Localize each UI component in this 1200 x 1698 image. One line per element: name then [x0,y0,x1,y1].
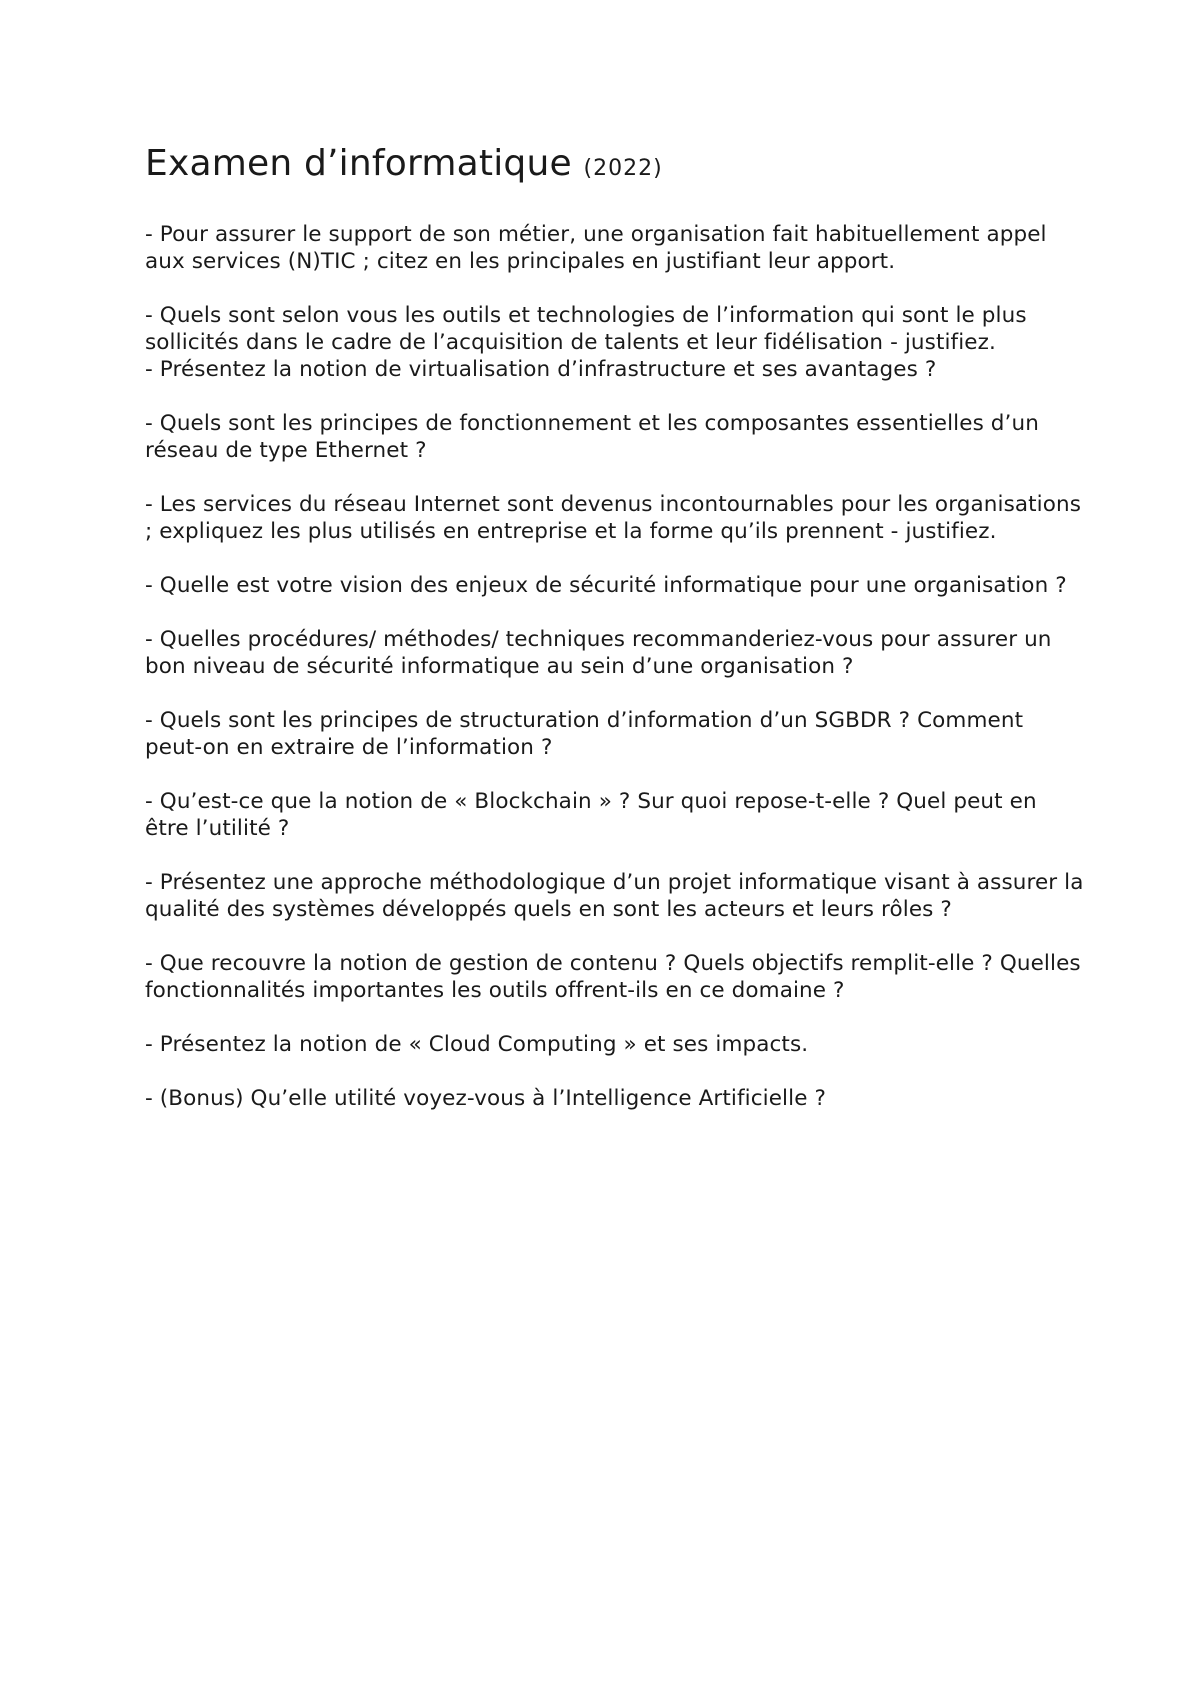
question-item: - Présentez la notion de virtualisation d’infrastructure et ses avantages ? [145,357,937,382]
question-item: - Présentez la notion de « Cloud Computing » et ses impacts. [145,1032,809,1057]
question-item: - (Bonus) Qu’elle utilité voyez-vous à l’Intelligence Artificielle ? [145,1086,826,1111]
question-list [145,221,1085,1112]
question-item: - Quels sont les principes de structuration d’information d’un SGBDR ? Comment peut-on en extraire de l’information ? [145,708,1024,760]
question-item: - Quels sont selon vous les outils et technologies de l’information qui sont le plus sollicités dans le cadre de l’acquisition de talents et leur fidélisation - justifiez. [145,303,1027,355]
question-item: - Quelles procédures/ méthodes/ techniques recommanderiez-vous pour assurer un bon niveau de sécurité informatique au sein d’une organisation ? [145,627,1052,679]
question-item: - Quelle est votre vision des enjeux de sécurité informatique pour une organisation ? [145,573,1067,598]
question-item: - Quels sont les principes de fonctionnement et les composantes essentielles d’un réseau de type Ethernet ? [145,411,1039,463]
question-item: - Les services du réseau Internet sont devenus incontournables pour les organisations ; expliquez les plus utilisés en entreprise et la forme qu’ils prennent - justifiez. [145,492,1082,544]
question-item: - Présentez une approche méthodologique d’un projet informatique visant à assurer la qualité des systèmes développés quels en sont les acteurs et leurs rôles ? [145,870,1084,922]
document-page [145,142,1085,1139]
document-title [145,142,1085,191]
title-year: (2022) [583,156,663,181]
question-item: - Pour assurer le support de son métier, une organisation fait habituellement appel aux services (N)TIC ; citez en les principales en justifiant leur apport. [145,222,1047,274]
question-item: - Qu’est-ce que la notion de « Blockchain » ? Sur quoi repose-t-elle ? Quel peut en être l’utilité ? [145,789,1037,841]
title-text: Examen d’informatique [145,143,572,184]
question-item: - Que recouvre la notion de gestion de contenu ? Quels objectifs remplit-elle ? Quelles fonctionnalités importantes les outils offrent-ils en ce domaine ? [145,951,1081,1003]
